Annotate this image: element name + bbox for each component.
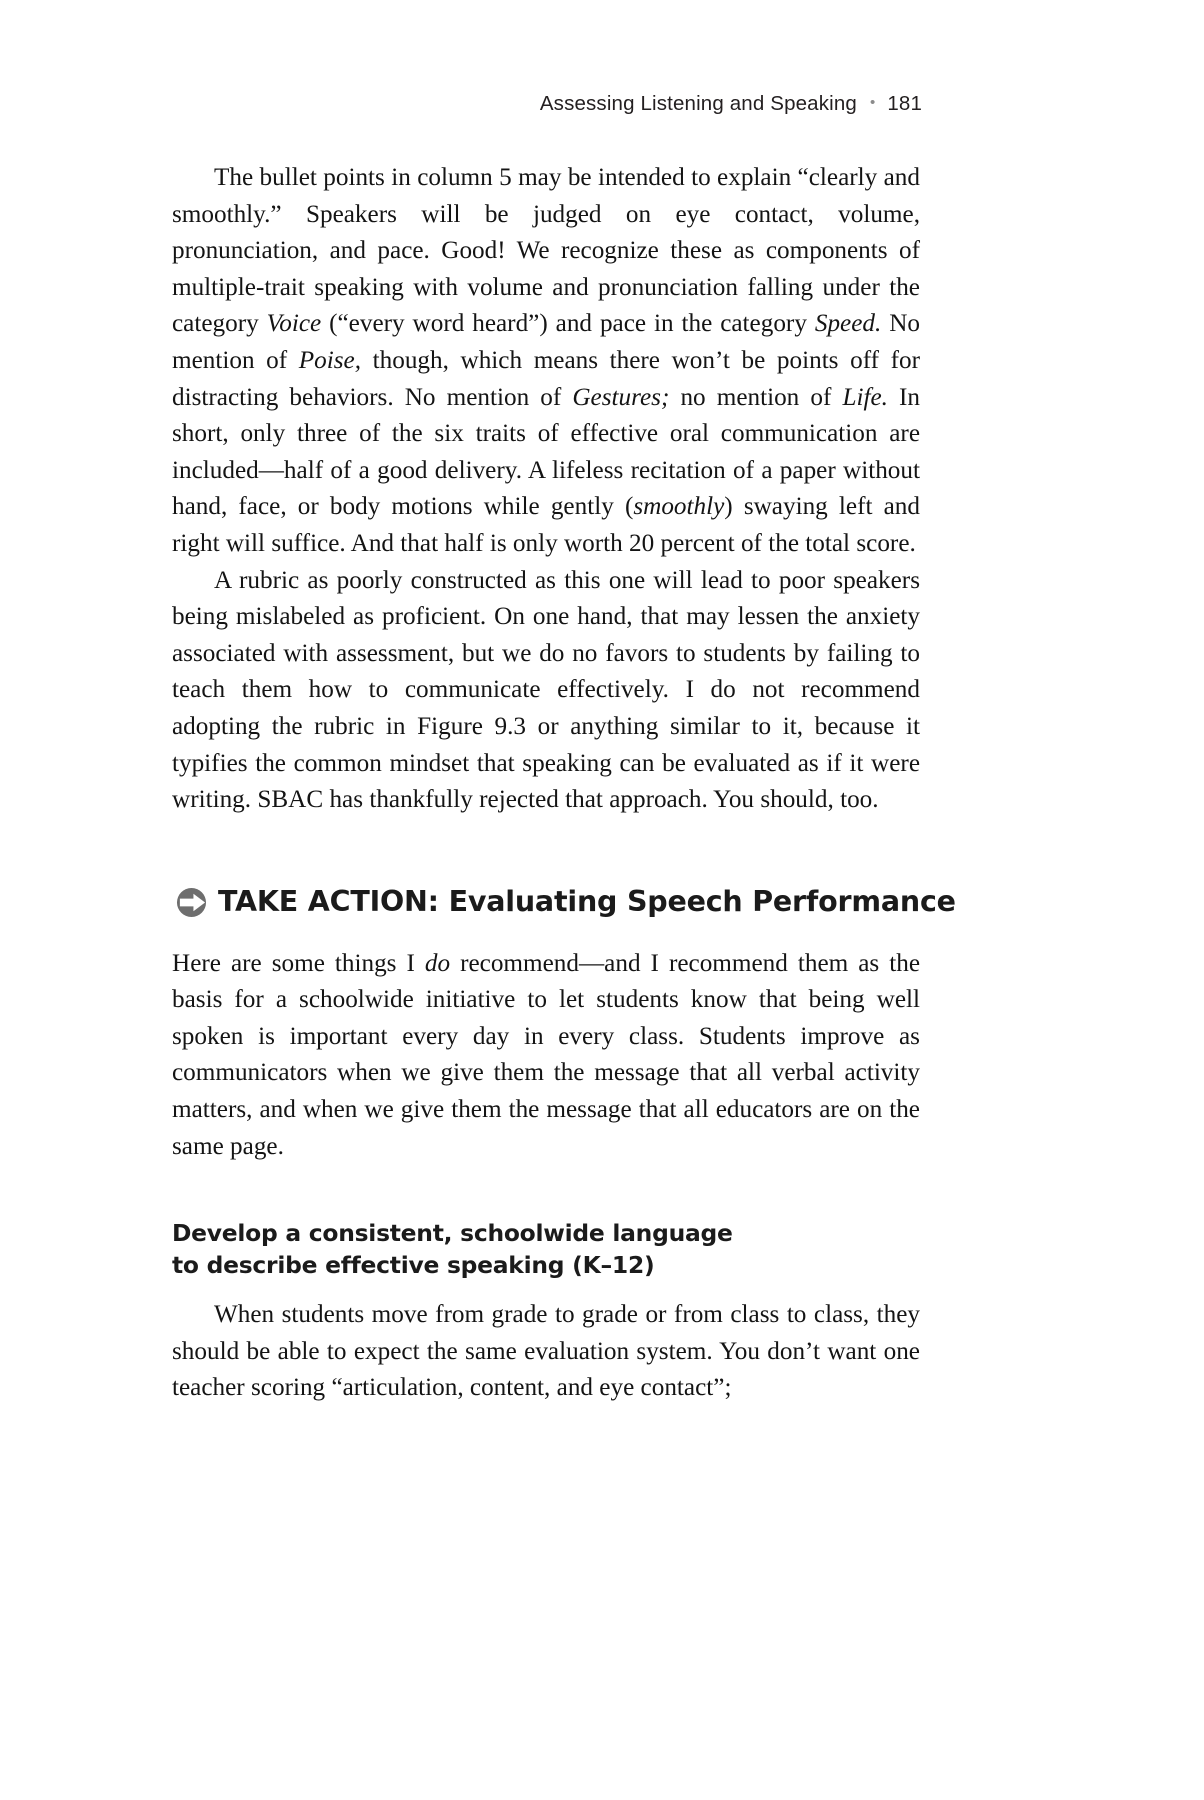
paragraph-1-part-b: (“every word heard”) and pace in the category <box>321 310 815 338</box>
running-header <box>170 92 922 116</box>
paragraph-1-part-d: though, which means there won’t be points off for distracting behaviors. No mention of <box>172 346 920 411</box>
paragraph-1-part-c: No mention of <box>172 310 920 374</box>
paragraph-1-italic-smoothly: smoothly <box>633 493 725 521</box>
spacer-before-heading <box>172 819 920 885</box>
running-header-title: Assessing Listening and Speaking <box>539 92 857 115</box>
paragraph-1 <box>172 160 920 563</box>
running-header-separator: • <box>869 94 876 111</box>
paragraph-3-part-b: recommend—and I recommend them as the basis for a schoolwide initiative to let students know that being well spoken is important every day in every class. Students improve as communicators when we give them the message that all verbal activity matters, and when we give them the message that all educators are on the same page. <box>172 949 920 1160</box>
circle-right-arrow-icon <box>176 887 207 918</box>
paragraph-1-italic-speed: Speed. <box>814 310 882 338</box>
take-action-heading <box>176 884 956 918</box>
paragraph-3 <box>172 946 920 1166</box>
page-number: 181 <box>887 92 922 115</box>
paragraph-1-part-f: In short, only three of the six traits of effective oral communication are included—half of a good delivery. A lifeless recitation of a paper without hand, face, or body motions while gently ( <box>172 383 921 521</box>
paragraph-2: A rubric as poorly constructed as this one will lead to poor speakers being mislabeled as proficient. On one hand, that may lessen the anxiety associated with assessment, but we do no favors to students by failing to teach them how to communicate effectively. I do not recommend adopting the rubric in Figure 9.3 or anything similar to it, because it typifies the common mindset that speaking can be evaluated as if it were writing. SBAC has thankfully rejected that approach. You should, too. <box>172 566 920 814</box>
spacer-after-heading <box>172 918 920 946</box>
paragraph-1-part-a: The bullet points in column 5 may be intended to explain “clearly and smoothly.” Speakers will be judged on eye contact, volume, pronunciation, and pace. Good! We recognize these as components of multiple-trait speaking with volume and pronunciation falling under the category <box>172 164 920 338</box>
paragraph-1-italic-gestures: Gestures; <box>572 383 670 411</box>
paragraph-1-italic-life: Life. <box>842 383 888 411</box>
subheading-line-1: Develop a consistent, schoolwide language <box>172 1219 733 1248</box>
paragraph-4: When students move from grade to grade or from class to class, they should be able to expect the same evaluation system. You don’t want one teacher scoring “articulation, content, and eye contact”; <box>172 1301 920 1402</box>
spacer-before-subheading <box>172 1165 920 1217</box>
take-action-heading-label: TAKE ACTION: Evaluating Speech Performance <box>218 884 956 918</box>
paragraph-1-part-g: ) swaying left and right will suffice. And that half is only worth 20 percent of the total score. <box>172 493 920 557</box>
paragraph-3-italic-do: do <box>424 949 451 977</box>
paragraph-1-part-e: no mention of <box>669 383 843 411</box>
text-column <box>172 160 956 1407</box>
paragraph-1-italic-voice: Voice <box>266 310 322 338</box>
spacer-after-subheading <box>172 1281 920 1297</box>
paragraph-1-italic-poise: Poise, <box>298 346 362 374</box>
paragraph-3-part-a: Here are some things I <box>172 949 425 977</box>
subheading-line-2: to describe effective speaking (K–12) <box>172 1251 655 1280</box>
